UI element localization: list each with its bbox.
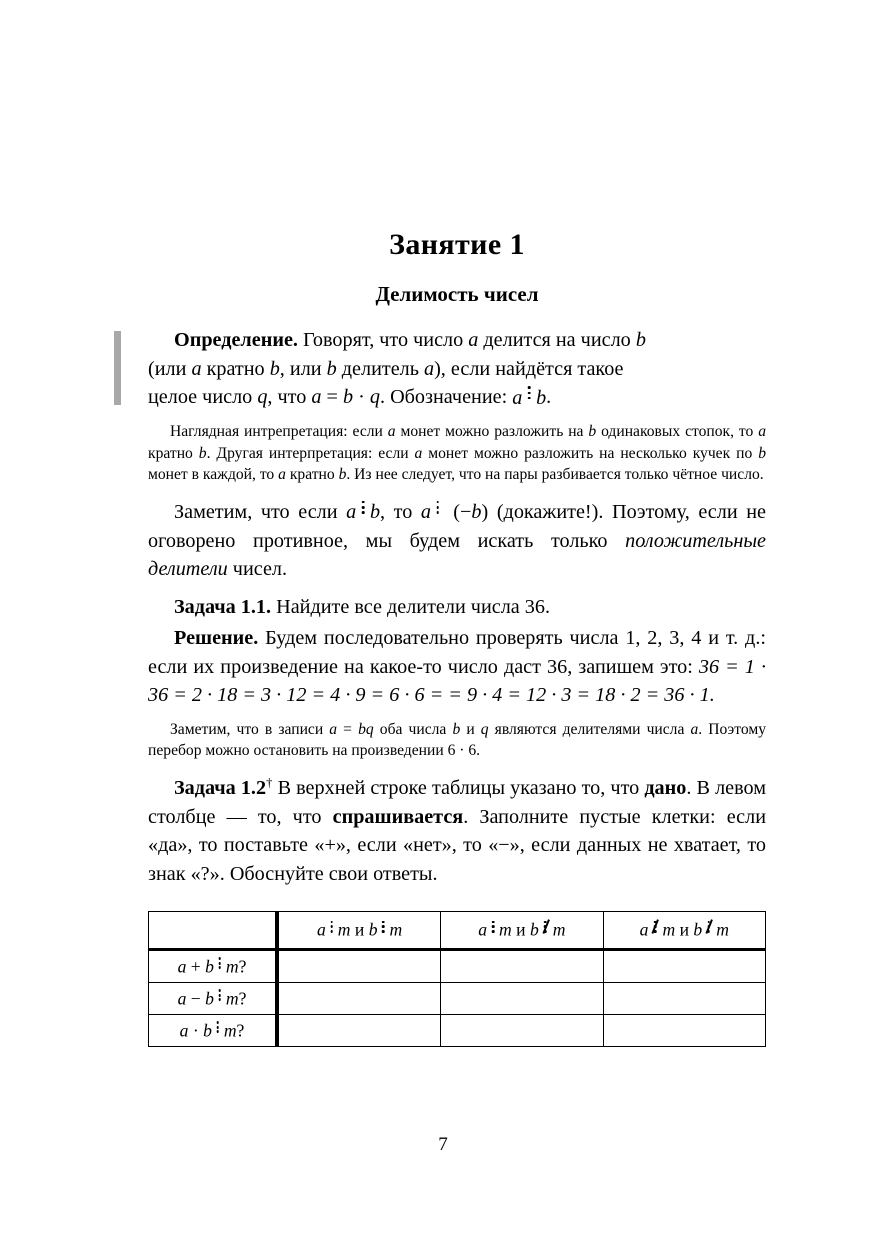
page-number: 7 [438,1134,448,1155]
eq-equals: = [321,386,343,409]
colhead2-m1: m [499,919,512,940]
colhead1-conj: и [350,919,369,940]
rowhead1-b: b [205,956,214,977]
colhead2-conj: и [511,919,530,940]
colhead1-m2: m [389,919,403,940]
definition-text-1: Говорят, что число [297,329,469,352]
solution-text: Будем последовательно проверять числа 1, 2, 3, 4 и т. д.: если их произведение на какое-то число даст 36, запишем это: [148,626,766,678]
table-row [149,1014,766,1046]
note1-v4: b [198,444,207,462]
footnote-dagger-marker: † [266,775,273,790]
note1-t3: одинаковых стопок, то [596,423,759,441]
note2-var-bq: bq [358,720,374,738]
answer-cell-sum-both-divide[interactable] [277,949,441,982]
table-row-header-difference [149,982,278,1014]
answer-cell-difference-neither-divides[interactable] [603,982,765,1014]
section-title: Делимость чисел [375,282,539,306]
table-row-header-sum [149,949,278,982]
remark-var-b1: b [369,501,381,524]
solution-equation-line-2: = 9 · 4 = 12 · 3 = 18 · 2 = 36 · 1. [448,684,715,707]
note2-t5: . Поэтому перебор можно остановить на произведении 6 · 6. [148,720,767,760]
remark-t5: чисел. [227,558,288,581]
answer-cell-sum-a-divides-b-not[interactable] [441,949,603,982]
note1-v3: a [758,423,767,441]
note2-t1: Заметим, что в записи [170,720,330,738]
note2-equation [329,721,373,738]
problem-1-1-label: Задача 1.1. [174,596,272,619]
definition-text-5: , или [279,357,327,380]
eq-var-a: a [311,386,322,409]
colhead3-m1: m [662,919,676,940]
colhead2-m2: m [552,919,566,940]
answer-cell-difference-both-divide[interactable] [277,982,441,1014]
var-a-1: a [468,329,479,352]
note1-v8: b [338,466,347,484]
note1-t5: . Другая интерпретация: если [206,444,415,462]
divisibility-answer-table [148,911,766,1047]
eq-dot: · [353,386,370,409]
table-column-header-neither-divides [603,911,765,949]
note1-t9: . Из нее следует, что на пары разбивается только чётное число. [346,466,764,484]
remark-rel-1 [346,501,380,523]
problem-1-2-b1: дано [644,776,687,799]
rowhead1-q: ? [238,956,247,977]
note1-t6: монет можно разложить на несколько кучек по [422,444,759,462]
var-b-2: b [269,357,280,380]
note1-t7: монет в каждой, то [148,466,279,484]
divides-icon [328,918,335,936]
answer-table-wrapper [148,911,766,1047]
rowhead2-m: m [225,988,239,1009]
problem-1-2-b2: спрашивается [332,805,464,828]
answer-cell-product-neither-divides[interactable] [603,1014,765,1046]
remark-var-a2: a [420,501,432,524]
problem-1-2 [148,774,766,889]
remark-paragraph [148,498,766,584]
table-column-header-both-divide [277,911,441,949]
definition-equation [311,387,380,409]
solution-label: Решение. [174,626,259,649]
problem-1-1-text: Найдите все делители числа 36. [271,596,551,619]
rowhead3-m: m [223,1020,237,1041]
colhead1-m1: m [337,919,351,940]
divides-icon [525,383,533,403]
var-b-3: b [326,357,337,380]
note1-t4: кратно [148,444,199,462]
remark-var-b2: b [471,501,482,524]
solution-equation-line-1: 36 = 1 · 36 = 2 · 18 = 3 · 12 = 4 · 9 = 6 · 6 = [148,655,766,707]
answer-cell-product-a-divides-b-not[interactable] [441,1014,603,1046]
definition-text-9: , что [267,386,312,409]
definition-text-8: целое число [148,386,258,409]
page-title: Занятие 1 [389,228,525,261]
remark-rel-2 [421,501,482,523]
definition-paragraph [148,326,766,412]
rowhead2-op: − [186,988,206,1009]
page-content [148,228,766,1047]
table-row [149,949,766,982]
not-divides-icon [541,918,550,936]
note2-t3: и [460,720,481,738]
note1-v6: b [758,444,766,462]
answer-cell-difference-a-divides-b-not[interactable] [441,982,603,1014]
divides-icon [216,987,223,1005]
note2-equals: = [337,720,359,738]
rowhead3-q: ? [236,1020,245,1041]
note2-t4: являются делителями числа [488,720,691,738]
var-a-3: a [423,357,435,380]
definition-label: Определение. [174,329,298,352]
rowhead2-q: ? [238,988,247,1009]
table-header-row [149,911,766,949]
note1-v7: a [278,466,286,484]
divides-icon [380,918,387,936]
answer-cell-product-both-divide[interactable] [277,1014,441,1046]
eq-var-b: b [342,386,354,409]
divides-icon [434,498,442,518]
var-a-2: a [191,357,202,380]
definition-text-4: кратно [201,357,270,380]
note1-t8: кратно [285,466,339,484]
rowhead1-a: a [177,956,187,977]
colhead1-b: b [368,919,378,940]
table-column-header-a-divides-b-not [441,911,603,949]
problem-1-2-label: Задача 1.2 [174,776,267,799]
colhead3-b: b [693,919,703,940]
definition-text-10: . Обозначение: [379,386,513,409]
rowhead2-b: b [205,988,214,1009]
not-divides-icon [705,918,714,936]
table-row [149,982,766,1014]
rowhead3-b: b [203,1020,212,1041]
notation-var-a: a [512,386,523,409]
remark-t2: , то [380,501,421,524]
definition-text-3: (или [148,357,192,380]
rowhead1-op: + [186,956,206,977]
note2-var-a2: a [690,720,699,738]
rowhead3-a: a [179,1020,189,1041]
notation-var-b: b [536,386,547,409]
note1-v1: a [387,423,396,441]
note2-var-b: b [452,720,461,738]
problem-1-2-t2: . В левом столбце — то, что [148,776,766,828]
divides-icon [359,498,367,518]
note1-v2: b [588,423,597,441]
rowhead1-m: m [225,956,239,977]
divides-icon [490,918,497,936]
remark-emphasis: положительные делители [148,529,766,581]
colhead2-b: b [529,919,539,940]
definition-text-11: . [546,386,552,409]
definition-text-2: делится на число [478,329,636,352]
var-b-1: b [635,329,646,352]
definition-text-7: ), если найдётся такое [434,357,624,380]
colhead3-conj: и [675,919,694,940]
note-interpretation [148,421,766,486]
not-divides-icon [651,918,660,936]
note1-t1: Наглядная интрепретация: если [170,423,388,441]
var-q-1: q [257,386,268,409]
solution-paragraph [148,624,766,710]
colhead3-m2: m [716,919,729,940]
remark-var-a1: a [346,501,357,524]
note2-var-q: q [480,720,489,738]
remark-t4: ) (докажите!). Поэтому, если не оговорено противное, мы будем искать только [148,501,766,552]
rowhead2-a: a [177,988,187,1009]
remark-t3: (− [444,501,472,524]
table-row-header-product [149,1014,278,1046]
colhead1-a: a [317,919,326,940]
divides-icon [214,1019,221,1037]
note-search-bound [148,719,766,762]
definition-text-6: делитель [336,357,424,380]
colhead2-a: a [478,919,488,940]
colhead3-a: a [639,919,649,940]
note2-t2: оба числа [373,720,453,738]
problem-1-1 [148,593,766,622]
table-corner-cell [149,911,278,949]
definition-side-rule [114,331,121,405]
remark-t1: Заметим, что если [174,501,347,524]
problem-1-2-t1: В верхней строке таблицы указано то, что [272,776,645,799]
note2-var-a: a [329,720,338,738]
eq-var-q: q [369,386,380,409]
note1-v5: a [414,444,423,462]
problem-1-2-t3: . Заполните пустые клетки: если «да», то поставьте «+», если «нет», то «−», если данных не хватает, то знак «?». Обоснуйте свои ответы. [148,805,767,885]
divides-icon [216,955,223,973]
answer-cell-sum-neither-divides[interactable] [603,949,765,982]
rowhead3-op: · [188,1020,204,1041]
definition-notation [512,387,546,409]
definition-block [148,326,766,412]
note1-t2: монет можно разложить на [395,423,589,441]
